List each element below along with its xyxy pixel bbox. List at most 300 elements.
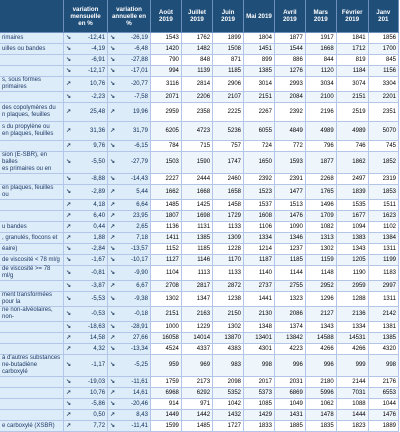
monthly-variation-cell [63,33,107,44]
down-arrow-icon: ↘ [65,188,72,195]
monthly-variation-value: 9,76 [93,142,106,149]
table-row [0,211,399,222]
price-cell: 1478 [305,410,336,421]
price-cell: 2201 [368,92,398,103]
up-arrow-icon: ↗ [110,201,116,208]
monthly-variation-value: -12,41 [88,34,106,41]
annual-variation-value: 14,61 [132,389,148,396]
monthly-variation-value: -6,91 [91,56,106,63]
price-cell: 1102 [368,222,398,233]
price-cell: 1712 [336,44,368,55]
price-cell: 1700 [368,44,398,55]
price-cell: 5373 [244,388,275,399]
price-cell: 2176 [368,377,398,388]
down-arrow-icon: ↘ [65,378,72,385]
price-cell: 1148 [305,266,336,281]
price-cell: 5352 [213,388,244,399]
price-cell: 1085 [244,399,275,410]
price-cell: 14014 [181,333,212,344]
product-label [0,200,63,211]
annual-variation-cell [108,333,151,344]
price-cell: 1343 [336,244,368,255]
price-cell: 1508 [213,44,244,55]
up-arrow-icon: ↗ [65,223,72,230]
price-cell: 2708 [150,281,181,292]
table-row [0,152,399,174]
price-cell: 2872 [213,281,244,292]
price-cell: 1185 [181,244,212,255]
price-cell: 1185 [213,66,244,77]
price-cell: 6869 [274,388,305,399]
price-cell: 999 [336,355,368,377]
down-arrow-icon: ↘ [110,310,116,317]
price-cell: 1482 [181,44,212,55]
down-arrow-icon: ↘ [110,93,116,100]
price-cell: 6205 [150,122,181,141]
down-arrow-icon: ↘ [65,256,72,263]
monthly-variation-value: -5,50 [91,159,106,165]
price-cell: 796 [305,141,336,152]
price-cell: 2519 [336,103,368,122]
price-cell: 1535 [336,200,368,211]
price-cell: 983 [213,355,244,377]
monthly-variation-cell [63,344,107,355]
price-cell: 2267 [244,103,275,122]
annual-variation-cell [108,33,151,44]
product-label: de viscosité < 78 ml/g [0,255,63,266]
price-cell: 2460 [213,174,244,185]
monthly-variation-cell [63,266,107,281]
monthly-variation-value: 1,88 [93,234,106,241]
price-cell: 1668 [181,185,212,200]
down-arrow-icon: ↘ [65,269,72,276]
down-arrow-icon: ↘ [65,159,72,165]
price-cell: 1140 [244,266,275,281]
monthly-variation-cell [63,185,107,200]
price-cell: 2268 [305,174,336,185]
price-cell: 1049 [274,399,305,410]
annual-variation-cell [108,174,151,185]
table-row [0,266,399,281]
product-label [0,92,63,103]
monthly-variation-value: 0,44 [93,223,106,230]
price-cell: 1476 [368,410,398,421]
price-cell: 1146 [181,255,212,266]
product-label [0,333,63,344]
price-cell: 1347 [181,292,212,307]
price-cell: 715 [181,141,212,152]
monthly-variation-value: -2,23 [91,93,106,100]
price-cell: 1385 [244,66,275,77]
down-arrow-icon: ↘ [65,45,72,52]
price-cell: 4723 [181,122,212,141]
price-cell: 1442 [181,410,212,421]
annual-variation-cell [108,122,151,141]
price-cell: 14588 [305,333,336,344]
product-label [0,66,63,77]
product-label [0,281,63,292]
monthly-variation-value: -0,81 [91,269,106,276]
price-cell: 1343 [305,322,336,333]
price-cell: 1276 [274,66,305,77]
up-arrow-icon: ↗ [65,142,72,149]
table-row [0,222,399,233]
monthly-variation-value: -12,17 [88,67,106,74]
price-cell: 1839 [336,185,368,200]
product-label: sion (E-SBR), en balles es primaires ou en [0,152,63,174]
down-arrow-icon: ↘ [65,34,72,41]
price-cell: 7031 [336,388,368,399]
price-cell: 1485 [150,200,181,211]
monthly-variation-cell [63,200,107,211]
annual-variation-cell [108,255,151,266]
price-cell: 1889 [368,421,398,432]
price-cell: 1513 [274,200,305,211]
header-jun-2019: Juin 2019 [213,0,244,33]
table-body [0,33,399,432]
price-cell: 1381 [368,322,398,333]
price-cell: 1385 [181,233,212,244]
price-cell: 1184 [336,66,368,77]
price-cell: 1296 [305,292,336,307]
price-cell: 1432 [213,410,244,421]
down-arrow-icon: ↘ [110,245,116,252]
price-cell: 1623 [368,211,398,222]
product-label [0,322,63,333]
price-cell: 2737 [244,281,275,292]
monthly-variation-value: -19,03 [88,378,106,385]
product-label: en plaques, feuilles ou [0,185,63,200]
annual-variation-value: -11,41 [131,422,148,429]
monthly-variation-cell [63,77,107,92]
monthly-variation-value: -2,84 [91,245,106,252]
price-cell: 971 [181,399,212,410]
price-cell: 4989 [305,122,336,141]
price-cell: 1709 [305,211,336,222]
annual-variation-value: 6,64 [136,201,148,208]
price-cell: 2071 [150,92,181,103]
monthly-variation-value: -1,17 [91,362,106,368]
price-cell: 4337 [181,344,212,355]
price-cell: 2031 [274,377,305,388]
price-cell: 1144 [274,266,305,281]
annual-variation-cell [108,399,151,410]
annual-variation-cell [108,211,151,222]
price-cell: 1658 [213,185,244,200]
price-cell: 3034 [305,77,336,92]
annual-variation-cell [108,222,151,233]
price-cell: 2086 [274,307,305,322]
table-row [0,66,399,77]
down-arrow-icon: ↘ [65,295,72,302]
annual-variation-cell [108,388,151,399]
price-cell: 1094 [336,222,368,233]
price-cell: 2017 [244,377,275,388]
annual-variation-cell [108,410,151,421]
price-cell: 1346 [274,233,305,244]
price-cell: 2127 [305,307,336,322]
annual-variation-value: -20,77 [130,80,148,87]
price-cell: 1229 [181,322,212,333]
price-cell: 1523 [244,185,275,200]
price-cell: 1856 [368,33,398,44]
price-cell: 1727 [213,421,244,432]
header-monthly-variation: variation mensuelle en % [63,0,107,33]
price-cell: 1476 [274,211,305,222]
monthly-variation-cell [63,322,107,333]
price-cell: 1383 [336,233,368,244]
annual-variation-cell [108,292,151,307]
price-cell: 1503 [150,152,181,174]
table-row [0,44,399,55]
price-cell: 1511 [368,200,398,211]
product-label [0,211,63,222]
price-cell: 1088 [336,399,368,410]
annual-variation-cell [108,66,151,77]
price-cell: 4524 [150,344,181,355]
price-cell: 1152 [150,244,181,255]
table-row [0,141,399,152]
up-arrow-icon: ↗ [65,422,72,429]
annual-variation-value: -28,91 [130,323,148,330]
price-cell: 1131 [181,222,212,233]
price-cell: 2392 [274,103,305,122]
down-arrow-icon: ↘ [110,34,116,41]
table-row [0,174,399,185]
annual-variation-value: -13,34 [130,345,148,352]
price-cell: 4989 [336,122,368,141]
price-cell: 13842 [274,333,305,344]
annual-variation-cell [108,141,151,152]
table-row [0,122,399,141]
price-cell: 1104 [150,266,181,281]
product-label [0,141,63,152]
price-cell: 899 [244,55,275,66]
price-cell: 1885 [274,421,305,432]
price-cell: 1420 [150,44,181,55]
annual-variation-value: -11,61 [131,378,148,385]
monthly-variation-cell [63,92,107,103]
price-cell: 1429 [244,410,275,421]
price-cell: 2906 [213,77,244,92]
price-cell: 2084 [274,92,305,103]
down-arrow-icon: ↘ [65,245,72,252]
up-arrow-icon: ↗ [65,234,72,241]
price-cell: 13401 [244,333,275,344]
annual-variation-value: -6,15 [134,142,148,149]
product-label: s du propylène ou en plaques, feuilles [0,122,63,141]
down-arrow-icon: ↘ [110,67,116,74]
down-arrow-icon: ↘ [110,80,116,87]
price-cell: 1496 [305,200,336,211]
price-cell: 996 [274,355,305,377]
price-cell: 1156 [368,66,398,77]
price-cell: 969 [181,355,212,377]
annual-variation-cell [108,281,151,292]
product-label: ne non-alvéolaires, non- [0,307,63,322]
price-cell: 1288 [336,292,368,307]
up-arrow-icon: ↗ [110,223,116,230]
product-label [0,344,63,355]
annual-variation-cell [108,44,151,55]
monthly-variation-cell [63,103,107,122]
price-cell: 1214 [244,244,275,255]
down-arrow-icon: ↘ [110,362,116,368]
price-cell: 1729 [213,211,244,222]
price-cell: 1044 [368,399,398,410]
monthly-variation-cell [63,388,107,399]
annual-variation-cell [108,55,151,66]
price-cell: 13870 [213,333,244,344]
down-arrow-icon: ↘ [65,362,72,368]
monthly-variation-value: 10,76 [90,389,106,396]
up-arrow-icon: ↗ [110,282,116,289]
up-arrow-icon: ↗ [110,188,116,195]
product-label: rimaires [0,33,63,44]
price-cell: 1411 [150,233,181,244]
price-cell: 1852 [368,152,398,174]
price-cell: 2755 [274,281,305,292]
price-cell: 1698 [181,211,212,222]
down-arrow-icon: ↘ [65,282,72,289]
annual-variation-value: 6,67 [136,282,148,289]
annual-variation-value: -7,58 [134,93,148,100]
price-cell: 4266 [336,344,368,355]
price-cell: 745 [368,141,398,152]
price-cell: 1136 [150,222,181,233]
price-cell: 1899 [213,33,244,44]
up-arrow-icon: ↗ [65,127,72,134]
price-cell: 4320 [368,344,398,355]
annual-variation-value: -9,38 [134,295,148,302]
price-cell: 2151 [244,92,275,103]
table-row [0,281,399,292]
price-cell: 1668 [305,44,336,55]
table-row [0,200,399,211]
monthly-variation-cell [63,233,107,244]
monthly-variation-value: -3,87 [91,282,106,289]
price-cell: 2180 [305,377,336,388]
price-cell: 848 [181,55,212,66]
price-cell: 1311 [368,244,398,255]
price-cell: 1762 [181,33,212,44]
annual-variation-cell [108,266,151,281]
annual-variation-value: -5,25 [134,362,148,368]
down-arrow-icon: ↘ [110,323,116,330]
price-cell: 1385 [368,333,398,344]
annual-variation-cell [108,377,151,388]
annual-variation-value: -26,19 [130,34,148,41]
price-cell: 1183 [368,266,398,281]
price-cell: 6553 [368,388,398,399]
price-cell: 1042 [213,399,244,410]
up-arrow-icon: ↗ [110,127,116,134]
annual-variation-cell [108,322,151,333]
price-cell: 2392 [244,174,275,185]
price-cell: 1917 [305,33,336,44]
price-cell: 1677 [336,211,368,222]
price-cell: 994 [150,66,181,77]
price-cell: 1537 [244,200,275,211]
price-cell: 4383 [213,344,244,355]
price-cell: 4223 [274,344,305,355]
up-arrow-icon: ↗ [110,108,116,115]
annual-variation-value: 23,95 [132,212,148,219]
monthly-variation-cell [63,281,107,292]
product-label: e carboxylé (XSBR) [0,421,63,432]
monthly-variation-cell [63,410,107,421]
table-row [0,33,399,44]
price-cell: 1237 [274,244,305,255]
price-cell: 5996 [305,388,336,399]
price-cell: 1159 [305,255,336,266]
monthly-variation-cell [63,399,107,410]
price-cell: 1877 [274,33,305,44]
table-row [0,322,399,333]
monthly-variation-value: 10,76 [90,80,106,87]
monthly-variation-value: -18,63 [88,323,106,330]
price-cell: 5236 [213,122,244,141]
product-label: de viscosité >= 78 ml/g [0,266,63,281]
price-cell: 1835 [305,421,336,432]
price-cell: 886 [274,55,305,66]
down-arrow-icon: ↘ [110,175,116,182]
header-mar-2019: Mars 2019 [305,0,336,33]
price-cell: 2225 [213,103,244,122]
price-cell: 3304 [368,77,398,92]
table-row [0,103,399,122]
price-cell: 4301 [244,344,275,355]
table-row [0,410,399,421]
price-cell: 1133 [213,266,244,281]
monthly-variation-cell [63,174,107,185]
header-feb-2019: Février 2019 [336,0,368,33]
down-arrow-icon: ↘ [110,345,116,352]
annual-variation-value: -6,48 [134,45,148,52]
annual-variation-value: -17,01 [130,67,148,74]
price-cell: 2358 [181,103,212,122]
product-label [0,388,63,399]
monthly-variation-value: 4,32 [93,345,106,352]
monthly-variation-value: 0,50 [93,411,106,418]
down-arrow-icon: ↘ [110,256,116,263]
price-cell: 2130 [244,307,275,322]
price-cell: 1804 [244,33,275,44]
annual-variation-value: 31,79 [132,127,148,134]
price-cell: 1302 [213,322,244,333]
price-cell: 2173 [181,377,212,388]
price-cell: 1650 [244,152,275,174]
price-cell: 959 [150,355,181,377]
price-cell: 2151 [150,307,181,322]
price-cell: 845 [368,55,398,66]
header-product [0,0,63,33]
price-cell: 2997 [368,281,398,292]
monthly-variation-cell [63,44,107,55]
price-cell: 871 [213,55,244,66]
annual-variation-cell [108,200,151,211]
annual-variation-value: -13,57 [130,245,148,252]
price-cell: 1543 [150,33,181,44]
price-cell: 1823 [336,421,368,432]
price-cell: 1853 [368,185,398,200]
monthly-variation-value: -5,86 [91,400,106,407]
annual-variation-value: -27,88 [130,56,148,63]
price-cell: 724 [244,141,275,152]
price-cell: 1747 [213,152,244,174]
price-cell: 1862 [336,152,368,174]
up-arrow-icon: ↗ [110,411,116,418]
